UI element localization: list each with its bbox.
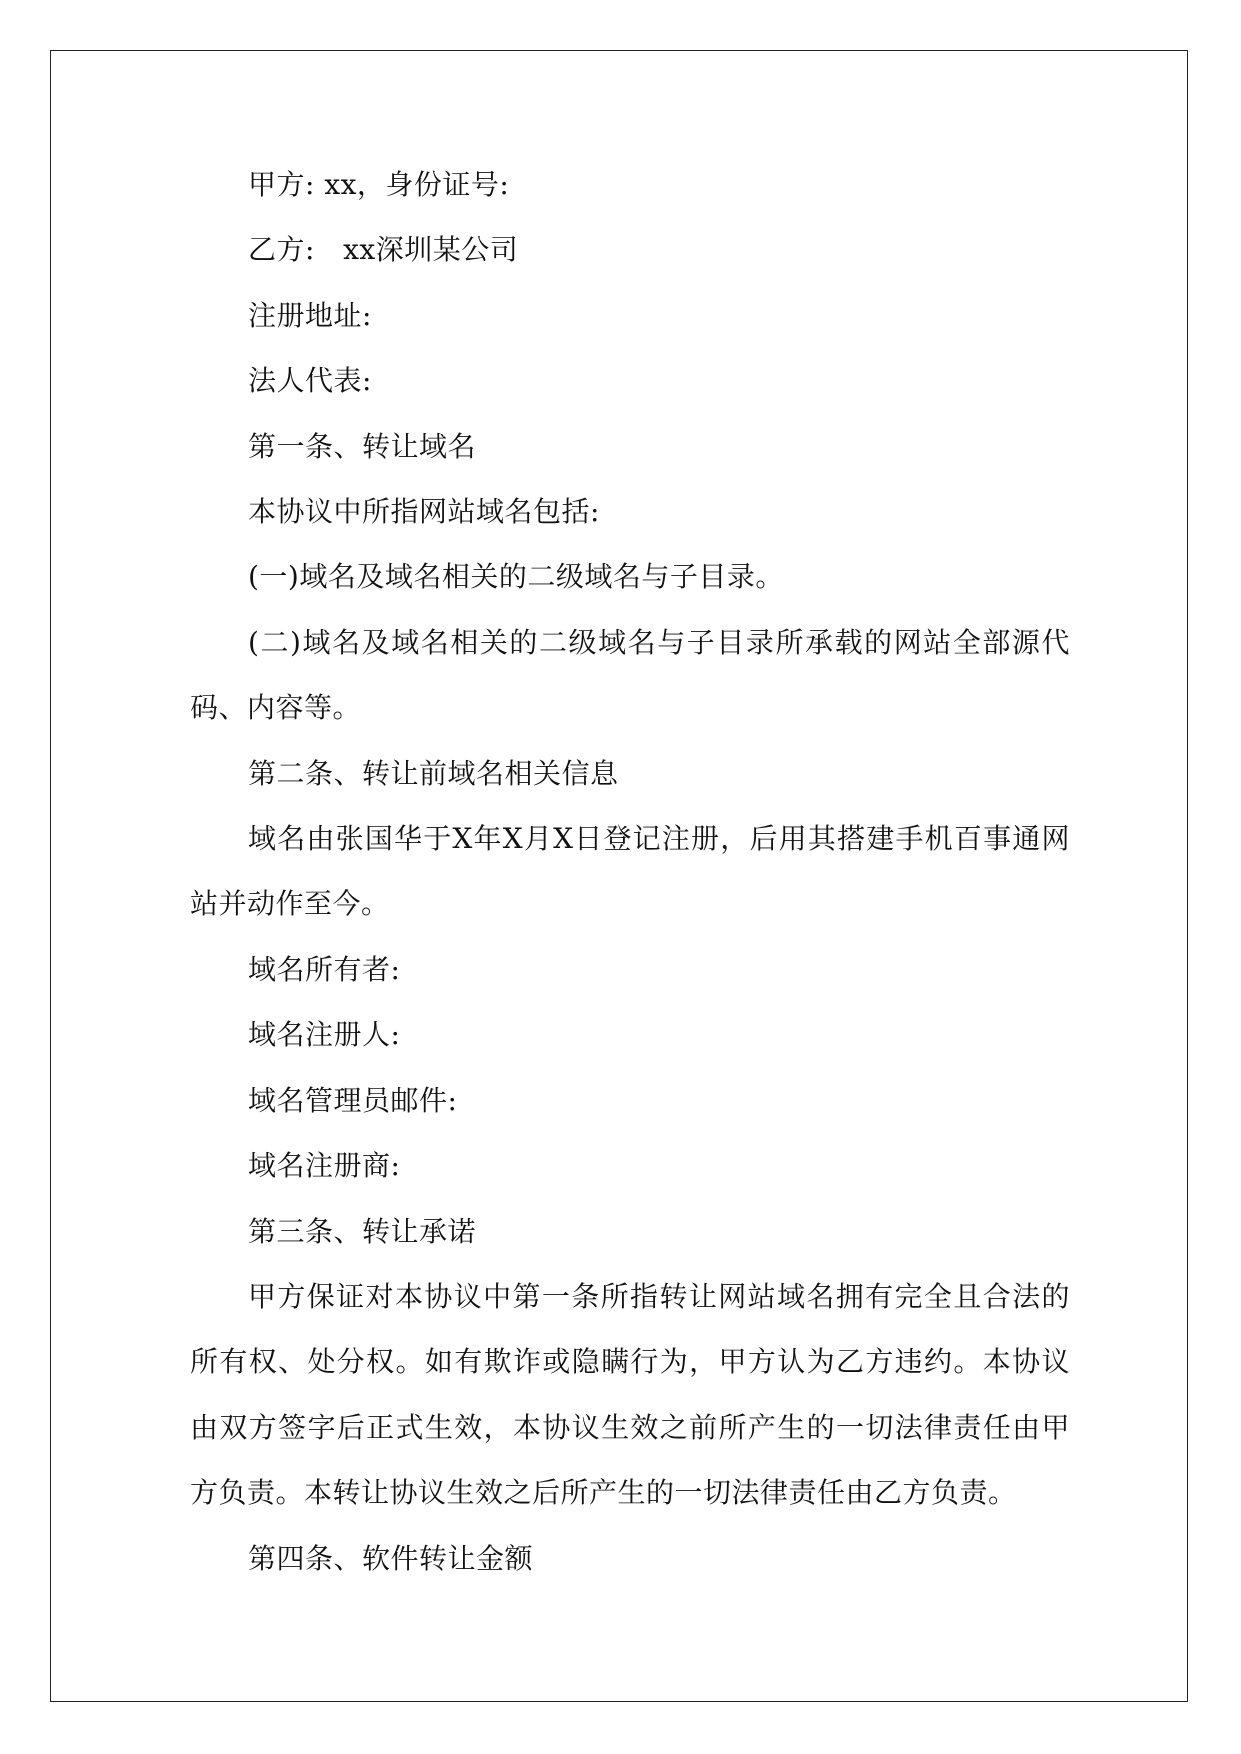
article-1-item-1: (一)域名及域名相关的二级域名与子目录。 <box>248 560 784 594</box>
article-4-heading: 第四条、软件转让金额 <box>248 1541 534 1575</box>
domain-registrant-line: 域名注册人: <box>248 1018 401 1052</box>
article-2-heading: 第二条、转让前域名相关信息 <box>248 756 619 790</box>
document-body <box>190 152 1070 1591</box>
domain-owner-line: 域名所有者: <box>248 952 401 986</box>
article-3-body: 甲方保证对本协议中第一条所指转让网站域名拥有完全且合法的所有权、处分权。如有欺诈或隐瞒行为，甲方认为乙方违约。本协议由双方签字后正式生效，本协议生效之前所产生的一切法律责任由甲方负责。本转让协议生效之后所产生的一切法律责任由乙方负责。 <box>190 1279 1070 1510</box>
domain-registrar-line: 域名注册商: <box>248 1149 401 1183</box>
domain-admin-email-line: 域名管理员邮件: <box>248 1083 458 1117</box>
article-3-heading: 第三条、转让承诺 <box>248 1214 477 1248</box>
article-2-registration-info: 域名由张国华于X年X月X日登记注册，后用其搭建手机百事通网站并动作至今。 <box>190 822 1070 921</box>
article-1-item-2: (二)域名及域名相关的二级域名与子目录所承载的网站全部源代码、内容等。 <box>190 625 1070 725</box>
article-1-intro: 本协议中所指网站域名包括: <box>248 495 600 529</box>
party-b-line: 乙方: xx深圳某公司 <box>248 233 519 267</box>
legal-representative-line: 法人代表: <box>248 364 372 398</box>
article-1-heading: 第一条、转让域名 <box>248 429 477 463</box>
registered-address-line: 注册地址: <box>248 298 372 332</box>
party-a-line: 甲方: xx，身份证号: <box>248 168 510 201</box>
